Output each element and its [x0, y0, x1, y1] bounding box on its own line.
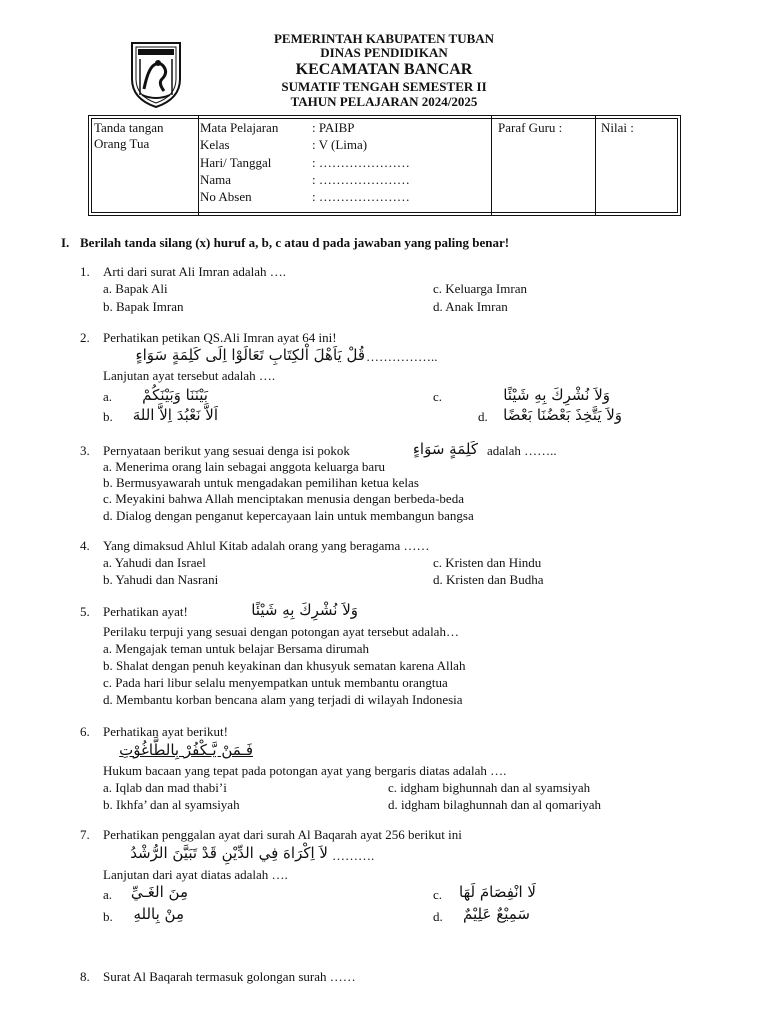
date-field[interactable]: : …………………	[312, 155, 410, 170]
name-label: Nama	[200, 172, 232, 187]
question-3-tail: adalah ……..	[487, 443, 557, 458]
question-7-option-a[interactable]: مِنَ الغَـيِّ	[130, 883, 188, 901]
header-district: KECAMATAN BANCAR	[295, 61, 473, 78]
question-3-number: 3.	[80, 443, 90, 458]
question-3-option-d[interactable]: d. Dialog dengan penganut kepercayaan lain untuk membangun bangsa	[103, 508, 474, 523]
question-6-number: 6.	[80, 724, 90, 739]
question-6-prompt: Hukum bacaan yang tepat pada potongan ayat yang bergaris diatas adalah ….	[103, 763, 507, 778]
question-5-text: Perhatikan ayat!	[103, 604, 188, 619]
question-2-option-b-label[interactable]: b.	[103, 409, 113, 424]
question-4-option-d[interactable]: d. Kristen dan Budha	[433, 572, 544, 587]
question-8-number: 8.	[80, 969, 90, 984]
header-department: DINAS PENDIDIKAN	[320, 45, 448, 60]
question-2-option-d[interactable]: وَلاَ يَتَّخِذَ بَعْضُنَا بَعْضًا	[503, 406, 622, 424]
question-3-arabic: كَلِمَةٍ سَوَاءٍ	[412, 440, 478, 458]
question-6-option-a[interactable]: a. Iqlab dan mad thabi’i	[103, 780, 227, 795]
question-6-option-b[interactable]: b. Ikhfa’ dan al syamsiyah	[103, 797, 240, 812]
question-4-option-a[interactable]: a. Yahudi dan Israel	[103, 555, 206, 570]
question-1-option-a[interactable]: a. Bapak Ali	[103, 281, 168, 296]
header-exam: SUMATIF TENGAH SEMESTER II	[281, 79, 487, 94]
question-5-arabic: وَلاَ نُشْرِكَ بِهِ شَيْئًا	[251, 601, 358, 619]
question-2-option-a-label[interactable]: a.	[103, 389, 113, 404]
question-7-option-c-label[interactable]: c.	[433, 887, 443, 902]
question-4-option-c[interactable]: c. Kristen dan Hindu	[433, 555, 542, 570]
date-label: Hari/ Tanggal	[200, 155, 272, 170]
teacher-signature-label: Paraf Guru :	[498, 120, 563, 135]
subject-value: : PAIBP	[312, 120, 355, 135]
question-4-option-b[interactable]: b. Yahudi dan Nasrani	[103, 572, 219, 587]
question-7-option-c[interactable]: لَا انْفِصَامَ لَهَا	[459, 883, 536, 901]
question-6-text: Perhatikan ayat berikut!	[103, 724, 228, 739]
question-3-text: Pernyataan berikut yang sesuai denga isi pokok	[103, 443, 350, 458]
question-3-option-c[interactable]: c. Meyakini bahwa Allah menciptakan menusia dengan berbeda-beda	[103, 491, 464, 506]
score-label: Nilai :	[601, 120, 634, 135]
question-5-option-d[interactable]: d. Membantu korban bencana alam yang terjadi di wilayah Indonesia	[103, 692, 463, 707]
question-3-option-b[interactable]: b. Bermusyawarah untuk mengadakan pemilihan ketua kelas	[103, 475, 419, 490]
parent-signature-label-2: Orang Tua	[94, 136, 150, 151]
question-7-option-b-label[interactable]: b.	[103, 909, 113, 924]
header-government: PEMERINTAH KABUPATEN TUBAN	[273, 31, 495, 46]
question-6-arabic: فَـمَنْ يَّـكْفُرْ بِالطَّاغُوْتِ	[119, 741, 253, 759]
name-field[interactable]: : …………………	[312, 172, 410, 187]
question-4-number: 4.	[80, 538, 90, 553]
question-7-text: Perhatikan penggalan ayat dari surah Al Baqarah ayat 256 berikut ini	[103, 827, 462, 842]
question-5-number: 5.	[80, 604, 90, 619]
question-2-option-c[interactable]: وَلاَ نُشْرِكَ بِهِ شَيْئًا	[503, 386, 610, 404]
question-6-option-c[interactable]: c. idgham bighunnah dan al syamsiyah	[388, 780, 591, 795]
section-number: I.	[61, 235, 70, 250]
class-value: : V (Lima)	[312, 137, 368, 152]
question-6-option-d[interactable]: d. idgham bilaghunnah dan al qomariyah	[388, 797, 602, 812]
question-5-option-c[interactable]: c. Pada hari libur selalu menyempatkan untuk membantu orangtua	[103, 675, 448, 690]
question-2-verse: قُلْ يَاَهْلَ اْلكِتَابِ تَعَالَوْا اِلَى كَلِمَةٍ سَوَاءٍ	[135, 346, 365, 364]
question-5-option-a[interactable]: a. Mengajak teman untuk belajar Bersama dirumah	[103, 641, 370, 656]
question-7-option-d-label[interactable]: d.	[433, 909, 443, 924]
question-7-option-d[interactable]: سَمِيْعٌ عَلِيْمٌ	[463, 905, 530, 923]
question-7-option-a-label[interactable]: a.	[103, 887, 113, 902]
question-5-option-b[interactable]: b. Shalat dengan penuh keyakinan dan khusyuk sematan karena Allah	[103, 658, 466, 673]
question-2-number: 2.	[80, 330, 90, 345]
question-8-text: Surat Al Baqarah termasuk golongan surah ……	[103, 969, 356, 984]
question-2-option-b[interactable]: اَلاَّ نَعْبُدَ اِلاَّ اللهَ	[132, 406, 218, 424]
question-2-option-a[interactable]: بَيْنَنَا وَبَيْنَكُمْ	[142, 386, 208, 404]
section-instruction: Berilah tanda silang (x) huruf a, b, c atau d pada jawaban yang paling benar!	[80, 235, 510, 250]
header-year: TAHUN PELAJARAN 2024/2025	[290, 94, 478, 109]
question-7-verse: لاَ اِكْرَاهَ فِي الدِّيْنِ قَدْ تَبَيَّنَ الرُّشْدُ	[130, 844, 328, 862]
question-1-number: 1.	[80, 264, 90, 279]
question-2-prompt: Lanjutan ayat tersebut adalah ….	[103, 368, 276, 383]
question-2-option-c-label[interactable]: c.	[433, 389, 443, 404]
question-1-text: Arti dari surat Ali Imran adalah ….	[103, 264, 287, 279]
question-4-text: Yang dimaksud Ahlul Kitab adalah orang yang beragama ……	[103, 538, 430, 553]
question-5-prompt: Perilaku terpuji yang sesuai dengan potongan ayat tersebut adalah…	[103, 624, 459, 639]
question-1-option-d[interactable]: d. Anak Imran	[433, 299, 508, 314]
question-7-option-b[interactable]: مِنْ بِاللهِ	[133, 905, 184, 923]
question-1-option-b[interactable]: b. Bapak Imran	[103, 299, 184, 314]
absence-number-label: No Absen	[200, 189, 252, 204]
question-2-text: Perhatikan petikan QS.Ali Imran ayat 64 ini!	[103, 330, 337, 345]
class-label: Kelas	[200, 137, 230, 152]
absence-number-field[interactable]: : …………………	[312, 189, 410, 204]
question-1-option-c[interactable]: c. Keluarga Imran	[433, 281, 527, 296]
question-7-number: 7.	[80, 827, 90, 842]
parent-signature-label: Tanda tangan	[94, 120, 164, 135]
question-3-option-a[interactable]: a. Menerima orang lain sebagai anggota keluarga baru	[103, 459, 386, 474]
subject-label: Mata Pelajaran	[200, 120, 279, 135]
question-2-option-d-label[interactable]: d.	[478, 409, 488, 424]
question-7-prompt: Lanjutan dari ayat diatas adalah ….	[103, 867, 288, 882]
question-7-verse-dots: ……….	[332, 848, 375, 863]
question-2-verse-dots: ……………..	[366, 349, 438, 364]
